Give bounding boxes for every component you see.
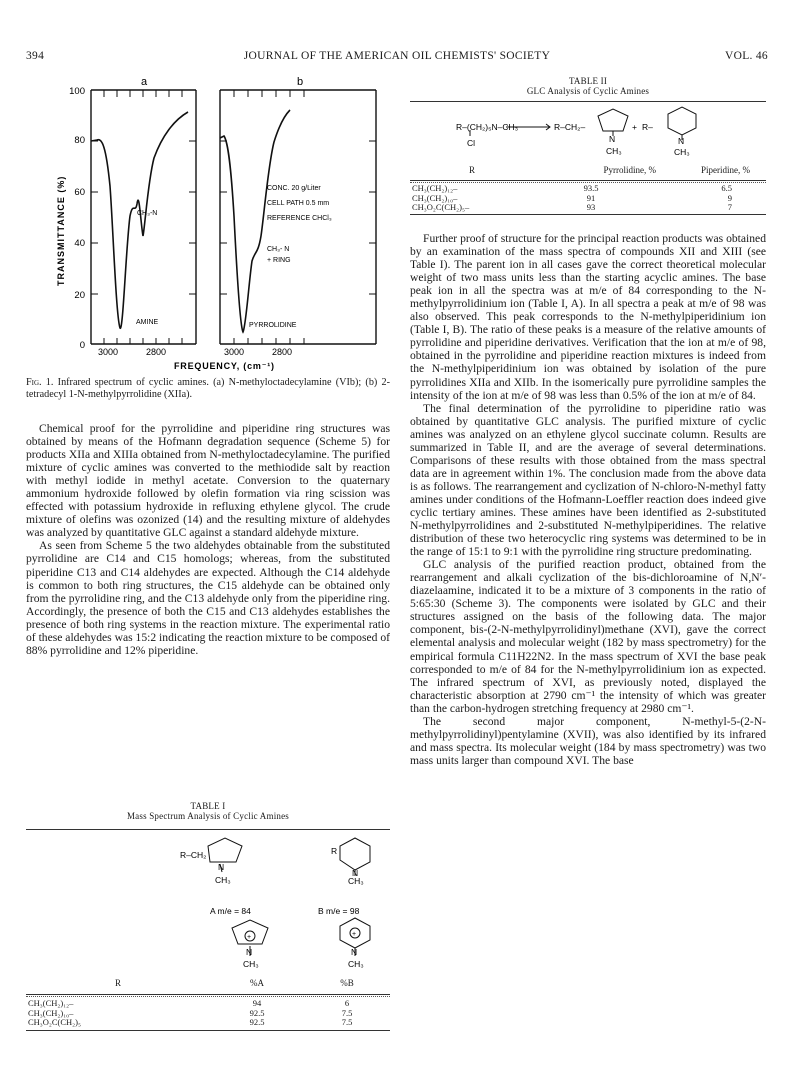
paragraph: The final determination of the pyrrolidine to piperidine ratio was obtained by quantitative GLC analysis. The purified mixture of cyclic amines was analyzed on an ethylene glycol succinate column. Results are summarized in Table II, and are the average of several determinations. Comparisons of these results with those obtained from the mass spectral data are in agreement within 1%. The conclusion made from the above data is as follows. The rearrangement and cyclization of N-chloro-N-methyl fatty amines under conditions of the Hofmann-Loeffler reaction does indeed give cyclic tertiary amines. These amines have been identified as 2-substituted N-methylpyrrolidines and 2-substituted N-methylpiperidines. The relative distribution of these two heterocyclic ring systems was determined to be in the range of 15:1 to 9:1 with the pyrrolidine ring structure predominating. [410, 401, 766, 559]
col-header: %A [250, 978, 264, 988]
table-2-title: TABLE II [568, 76, 608, 86]
table-1-body [26, 999, 390, 1028]
caption-lead: Fig. 1. [26, 377, 54, 388]
cell-b: 7.5 [341, 1007, 353, 1018]
eq-plus: + [632, 122, 637, 132]
label-b-98: B m/e = 98 [318, 906, 360, 916]
cell-b: 7.5 [341, 1017, 353, 1027]
table-1-structures [150, 836, 390, 1026]
struct-ch3-a: CH₃ [215, 875, 231, 885]
cell-a: 92.5 [249, 1007, 265, 1018]
annotation-reference: REFERENCE CHCl₃ [267, 215, 332, 222]
annotation-ch3n-a: CH₃-N [137, 210, 158, 217]
table-2-rule [410, 214, 766, 215]
cell-a: 94 [252, 998, 262, 1008]
cell-r: CH₃(CH₂)₁₀– [412, 192, 458, 203]
y-tick: 100 [69, 86, 85, 97]
table-2-header [410, 166, 766, 176]
annotation-amine: AMINE [136, 319, 159, 326]
volume-label: VOL. 46 [725, 50, 768, 62]
n-a2: N [246, 947, 253, 957]
ir-spectrum-plot [54, 76, 394, 374]
cell-pyr: 93 [586, 202, 596, 212]
y-tick: 20 [74, 290, 85, 301]
paragraph: Chemical proof for the pyrrolidine and piperidine ring structures was obtained by means of the Hofmann degradation sequence (Scheme 5) for products XIIa and XIIIa obtained from N-methyloctadecylamine. The purified mixture of cyclic amines was converted to the methiodide salt by reaction with methyl iodide in methyl acetate. Conversion to the quaternary ammonium hydroxide followed by olefin formation via ring scission was effected with potassium hydroxide in refluxing ethylene glycol. The crude mixture of olefins was ozonized (14) and the resulting mixture of aldehydes was analyzed by quantitative GLC against a standard aldehyde mixture. [26, 422, 390, 540]
eq-ch3-1: CH₃ [606, 146, 622, 156]
eq-right1: R–CH₂– [554, 122, 586, 132]
ch3-b2: CH₃ [348, 959, 364, 969]
cell-a: 92.5 [249, 1017, 265, 1027]
annotation-cell-path: CELL PATH 0.5 mm [267, 200, 330, 207]
panel-a-frame [91, 90, 196, 344]
caption-body: Infrared spectrum of cyclic amines. (a) N-methyloctadecylamine (VIb); (b) 2-tetradecyl 1-N-methylpyrrolidine (XIIa). [26, 377, 390, 400]
col-header: R [468, 165, 475, 175]
table-2-equation [410, 104, 766, 164]
table-1-rule [26, 829, 390, 830]
x-tick-b-3000: 3000 [224, 347, 245, 357]
struct-n-a: N [218, 862, 225, 872]
eq-ch3-2: CH₃ [674, 147, 690, 157]
annotation-ch3n-b: CH₃- N [267, 246, 290, 253]
panel-a-label: a [140, 76, 148, 88]
x-axis-label: FREQUENCY, (cm⁻¹) [174, 361, 275, 371]
col-header: R [114, 978, 121, 988]
spectrum-curve-a [91, 112, 188, 328]
table-row [26, 1018, 390, 1028]
struct-ch3-b: CH₃ [348, 876, 364, 886]
cell-pip: 7 [727, 202, 732, 212]
y-tick: 0 [79, 340, 85, 351]
cell-b: 6 [344, 998, 350, 1008]
table-2-rule [410, 101, 766, 102]
paragraph: As seen from Scheme 5 the two aldehydes obtainable from the substituted pyrrolidine are C14 and C15 homologs; whereas, from the substituted piperidine C13 and C14 aldehydes are expected. Although the C14 aldehyde is common to both ring structures, the C15 aldehyde can be obtained only from the pyrrolidine ring, and the C13 aldehyde only from the piperidine ring. Accordingly, the presence of both the C15 and C13 aldehydes establishes the presence of both ring systems in the reaction mixture. The experimental ratio of these aldehydes was 15:2 indicating the reaction mixture to be composed of 88% pyrrolidine and 12% piperidine. [26, 539, 390, 657]
cell-r: CH₃(CH₂)₁₂– [28, 998, 74, 1008]
right-column-text [410, 232, 766, 767]
eq-cl: Cl [467, 138, 476, 148]
table-header-row [26, 979, 390, 989]
figure-1-caption [26, 377, 390, 400]
table-2-body [410, 184, 766, 213]
label-a-84: A m/e = 84 [210, 906, 251, 916]
eq-right2: R– [642, 122, 653, 132]
table-1-data [26, 979, 390, 989]
x-tick-b-2800: 2800 [272, 347, 293, 357]
y-tick: 60 [74, 187, 85, 198]
col-header: Piperidine, % [701, 165, 750, 175]
table-row [410, 203, 766, 213]
table-1-subtitle: Mass Spectrum Analysis of Cyclic Amines [126, 811, 290, 821]
eq-n-2: N [678, 136, 685, 146]
annotation-pyrrolidine: PYRROLIDINE [249, 322, 297, 329]
cell-pip: 6.5 [721, 183, 732, 193]
table-1-rule [26, 1030, 390, 1031]
x-tick-a-3000: 3000 [98, 347, 119, 357]
panel-b-label: b [296, 76, 304, 88]
n-b2: N [351, 947, 358, 957]
eq-left: R–(CH₂)₅N–CH₃ [456, 122, 519, 132]
ch3-a2: CH₃ [243, 959, 259, 969]
table-2 [410, 76, 766, 96]
cell-pyr: 91 [586, 192, 596, 203]
cell-pyr: 93.5 [583, 183, 599, 193]
table-2-rule [410, 180, 766, 181]
table-1 [26, 801, 390, 821]
table-1-grid [26, 979, 390, 989]
y-tick: 40 [74, 238, 85, 249]
struct-rch2: R–CH₂ [180, 850, 207, 860]
paragraph: GLC analysis of the purified reaction product, obtained from the rearrangement and alkali cyclization of the bis-dichloroamine of N,N′-diazelaamine, indicated it to be a mixture of 3 components in the ratio of 5:65:30 (Scheme 3). The components were isolated by GLC and their structures assigned on the basis of the following data. The major component, bis-(2-N-methylpyrrolidinyl)methane (XVI), gave the correct elemental analysis and molecular weight (182 by mass spectrometry) for the empirical formula C11H22N2. In the mass spectrum of XVI the base peak corresponded to m/e of 84 for the N-methylpyrrolidinium ion as expected. The infrared spectrum of XVI, as previously noted, displayed the characteristic absorption at 2790 cm⁻¹ the intensity of which was greater than the carbon-hydrogen stretching frequency at 2980 cm⁻¹. [410, 558, 766, 715]
paragraph: The second major component, N-methyl-5-(2-N-methylpyrrolidinyl)pentylamine (XVII), was also identified by its infrared and mass spectra. Its molecular weight (184 by mass spectrometry) was two mass units larger than compound XVI. The base [410, 714, 766, 767]
journal-title: JOURNAL OF THE AMERICAN OIL CHEMISTS' SOCIETY [243, 50, 551, 62]
y-axis-label: TRANSMITTANCE (%) [56, 175, 66, 286]
table-1-title: TABLE I [190, 801, 226, 811]
plus-a: + [247, 934, 252, 941]
cell-r: CH₃O₂C(CH₂)₅ [28, 1017, 81, 1027]
table-header-row [410, 166, 766, 176]
plus-b: + [352, 931, 357, 938]
x-tick-a-2800: 2800 [146, 347, 167, 357]
paragraph: Further proof of structure for the principal reaction products was obtained by an examination of the mass spectra of compounds XII and XIII (see Table I). The parent ion in all cases gave the correct theoretical molecular weight of two mass units less than the starting acyclic amines. The base peak ion in all the spectra was at m/e of 84 corresponding to the N-methylpyrrolidinium ion (Table I, A). In all spectra a peak at m/e of 98 was also observed. This peak corresponds to the N-methylpiperidinium ion (Table I, B). The ratio of these peaks is a measure of the relative amounts of pyrrolidine and piperidine derivatives. Verification that the ion at m/e of 98, obtained in the pyrrolidine and piperidine reaction mixtures is indeed from the N-methylpiperidinium ion was obtained by isolation of the pure pyrrolidines XIIa and XIIb. In the isomerically pure pyrrolidine samples the intensity of the ion at m/e of 98 was less than 0.5% of the ion at m/e of 84. [410, 232, 766, 402]
struct-r: R [331, 846, 338, 856]
table-row [26, 999, 390, 1009]
y-tick: 80 [74, 135, 85, 146]
cell-r: CH₃(CH₂)₁₀– [28, 1007, 74, 1018]
annotation-conc: CONC. 20 g/Liter [267, 185, 321, 192]
left-column-text [26, 422, 390, 657]
page-number: 394 [26, 50, 45, 62]
cell-r: CH₃(CH₂)₁₂– [412, 183, 458, 193]
struct-n-b: N [352, 868, 359, 878]
cell-pip: 9 [727, 192, 732, 203]
annotation-ring: + RING [267, 257, 291, 264]
col-header: %B [340, 978, 354, 988]
eq-n-1: N [609, 134, 616, 144]
table-2-subtitle: GLC Analysis of Cyclic Amines [526, 86, 650, 96]
running-header [26, 50, 768, 66]
cell-r: CH₃O₂C(CH₂)₅– [412, 202, 470, 212]
col-header: Pyrrolidine, % [603, 165, 656, 175]
table-1-rule [26, 994, 390, 995]
figure-1-ir-spectrum [54, 76, 394, 374]
table-1-rule [26, 996, 390, 997]
